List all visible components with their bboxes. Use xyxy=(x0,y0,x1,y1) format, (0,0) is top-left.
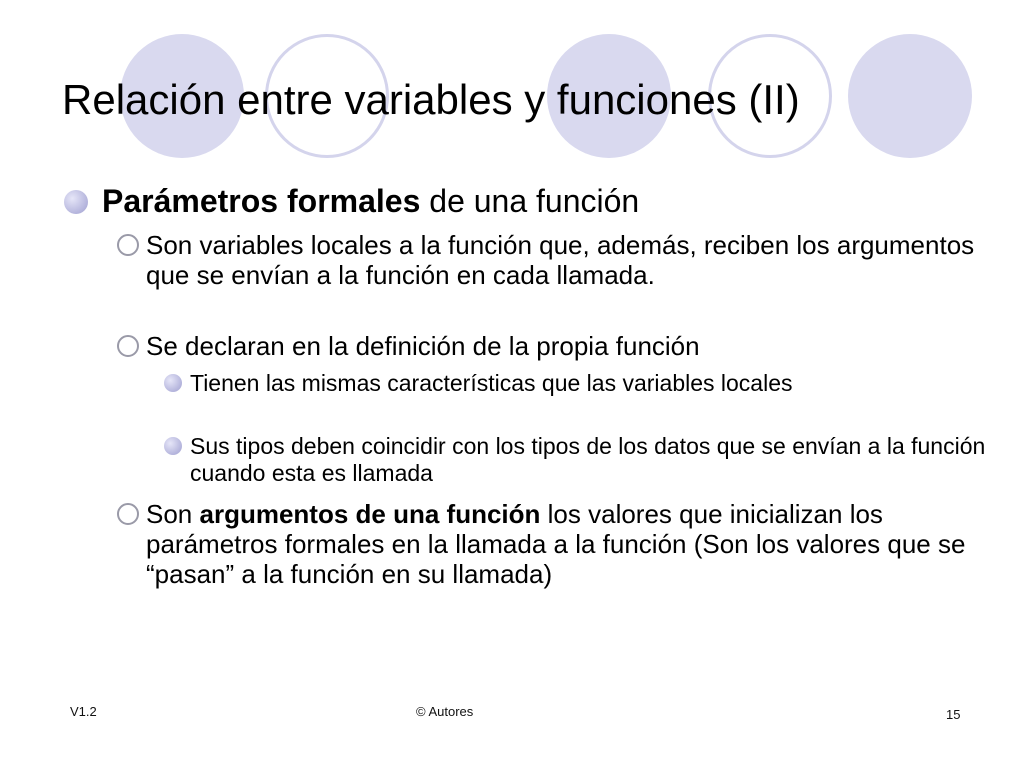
sub-bullet-1: Son variables locales a la función que, además, reciben los argumentos que se envían a la función en cada llamada. xyxy=(146,230,975,290)
main-bullet-bold: Parámetros formales xyxy=(102,183,421,219)
bullet-dot-icon xyxy=(164,374,182,392)
sub-sub-bullet-1: Tienen las mismas características que las variables locales xyxy=(190,370,793,396)
main-bullet-rest: de una función xyxy=(420,183,640,219)
sub-bullet-2: Se declaran en la definición de la propia función xyxy=(146,331,700,361)
bullet-ring-icon xyxy=(117,234,139,256)
sub-bullet-3 xyxy=(146,499,976,589)
sub-bullet-3-pre: Son xyxy=(146,499,200,529)
main-bullet xyxy=(102,182,639,220)
slide-title: Relación entre variables y funciones (II) xyxy=(62,76,800,123)
decor-circle-3 xyxy=(848,34,972,158)
sub-bullet-3-post: los valores que inicializan los parámetros formales en la llamada a la función (Son los valores que se “pasan” a la función en su llamada) xyxy=(146,499,966,589)
footer-version: V1.2 xyxy=(70,704,97,719)
footer-page-number: 15 xyxy=(946,707,961,722)
bullet-dot-icon xyxy=(64,190,88,214)
bullet-ring-icon xyxy=(117,335,139,357)
sub-sub-bullet-2: Sus tipos deben coincidir con los tipos de los datos que se envían a la función cuando esta es llamada xyxy=(190,433,986,486)
bullet-dot-icon xyxy=(164,437,182,455)
footer-authors: © Autores xyxy=(416,704,474,719)
bullet-ring-icon xyxy=(117,503,139,525)
sub-bullet-3-bold: argumentos de una función xyxy=(199,499,541,529)
